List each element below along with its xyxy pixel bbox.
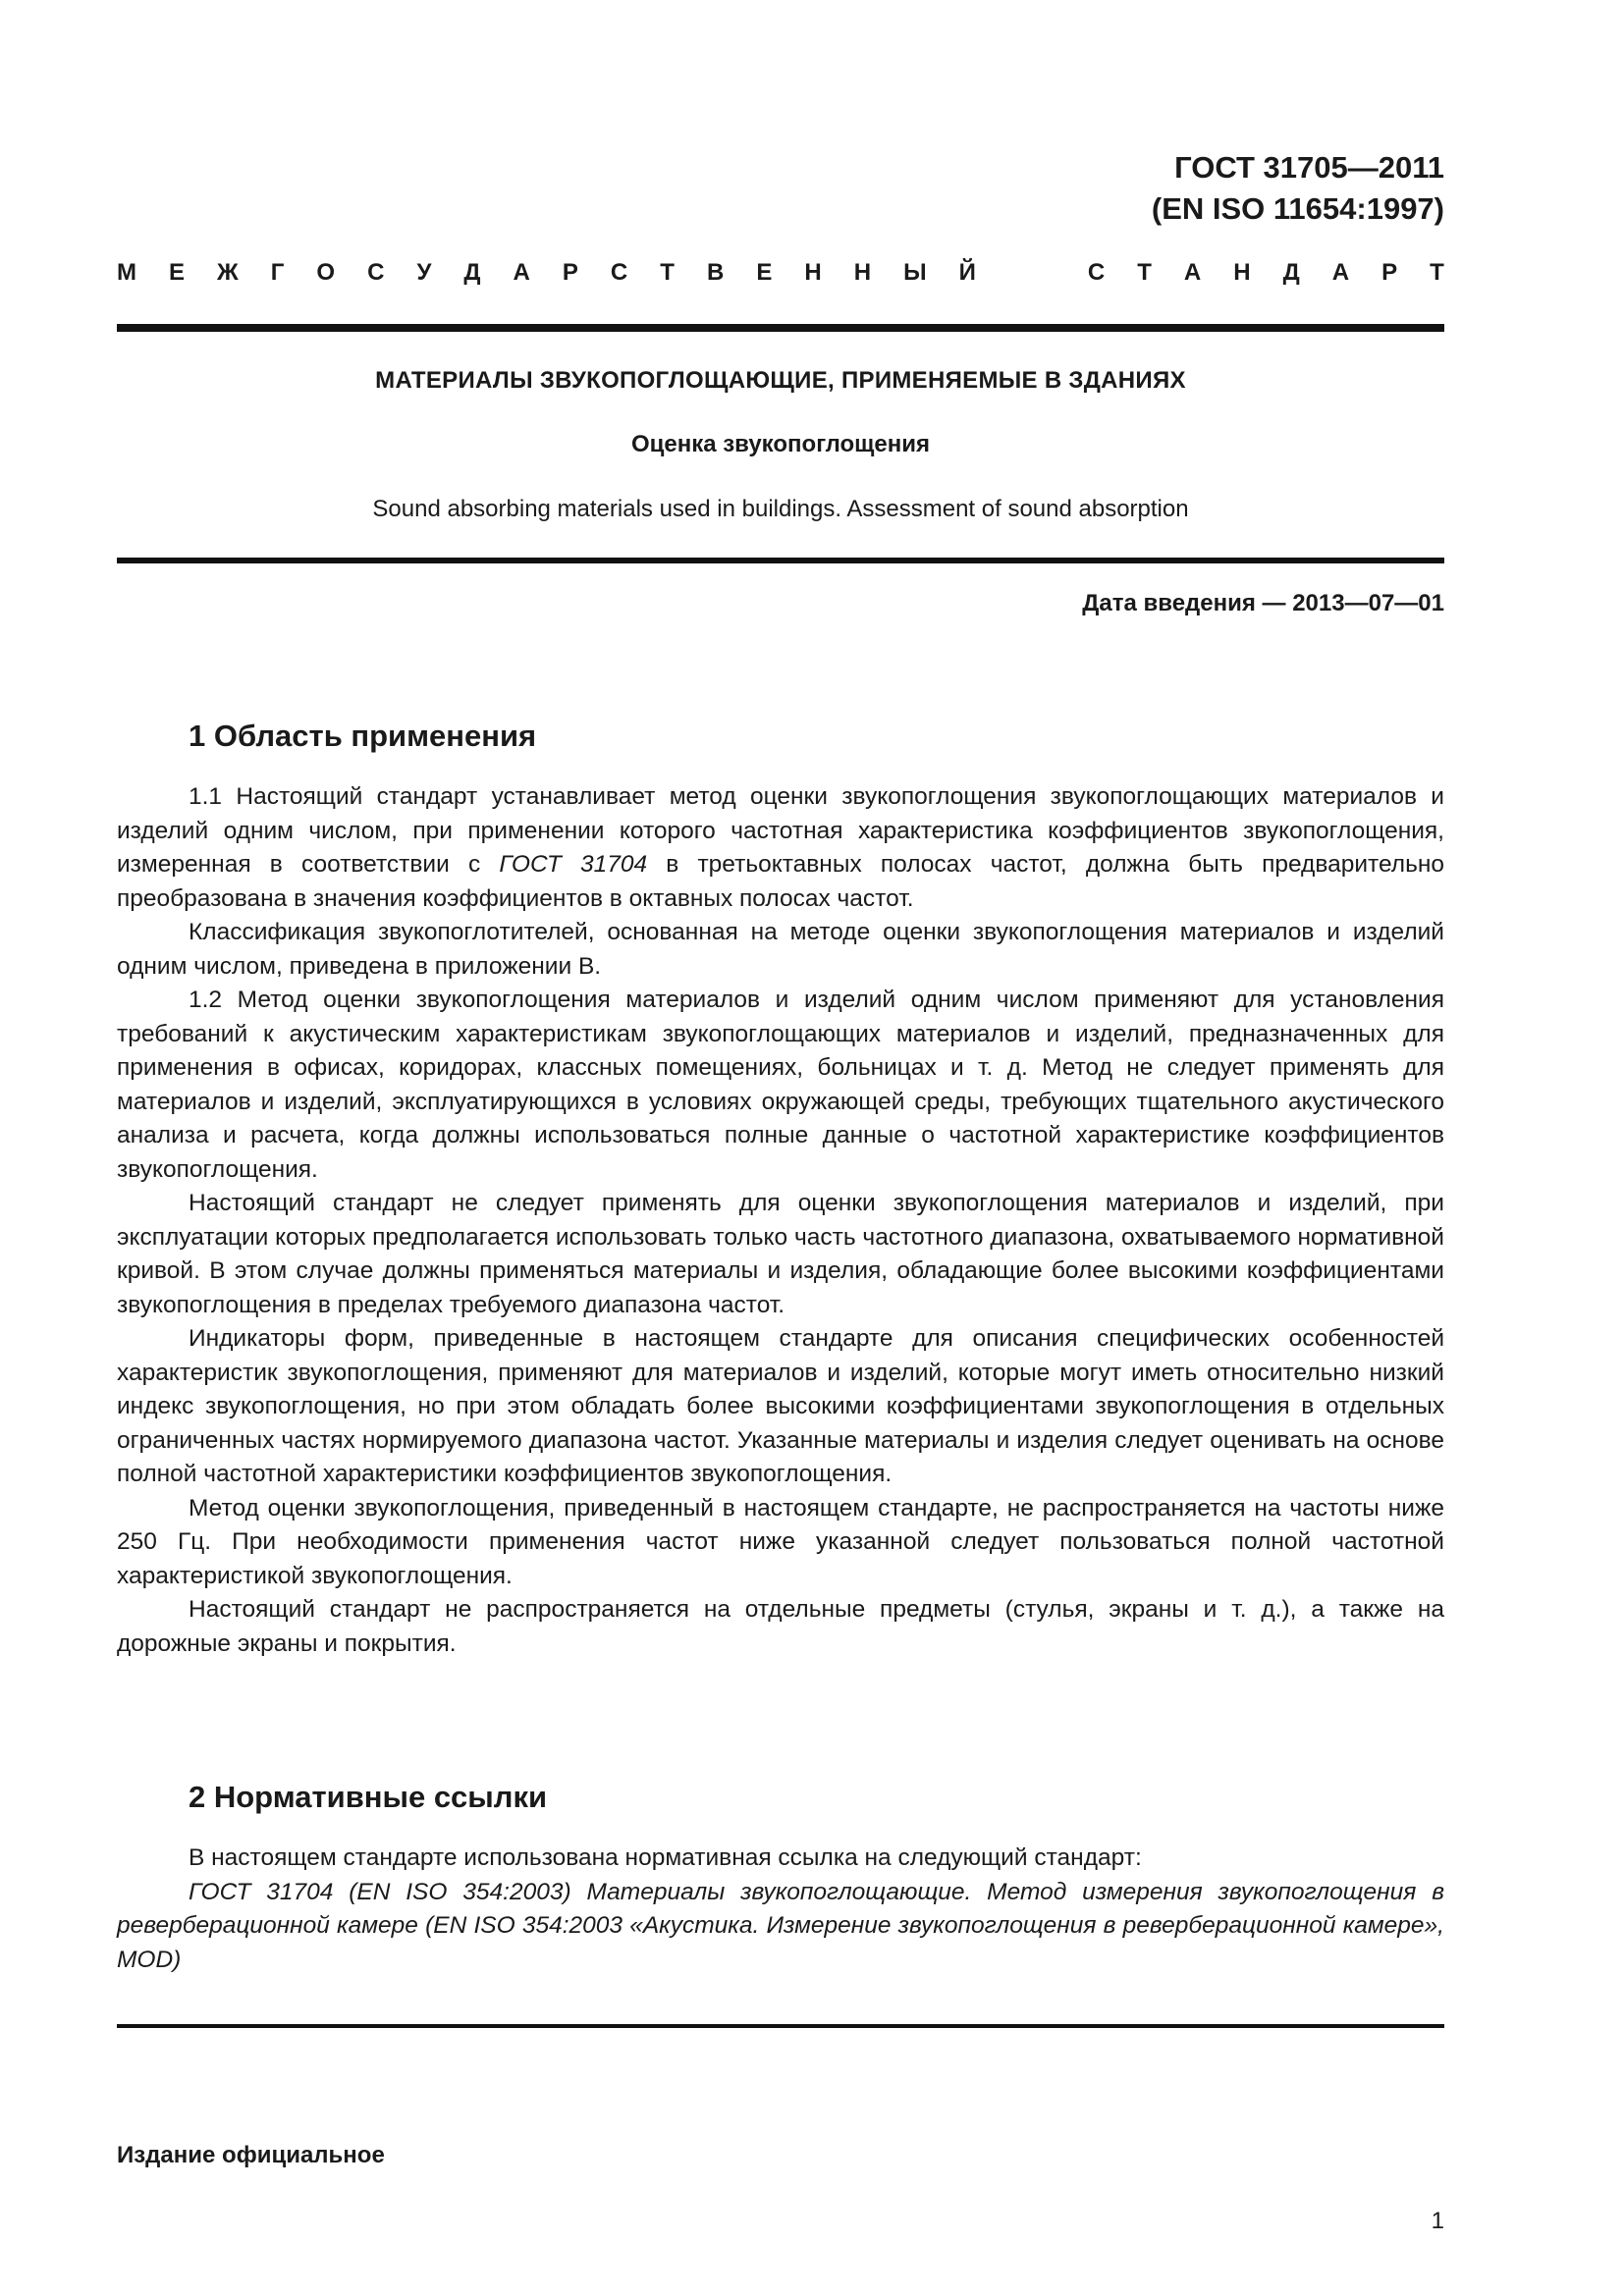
english-title: Sound absorbing materials used in buildings. Assessment of sound absorption [372, 496, 1189, 522]
letter: С [610, 259, 628, 286]
page-number: 1 [1431, 2208, 1444, 2234]
letter: А [513, 259, 530, 286]
interstate-standard-heading [117, 257, 1444, 289]
letter: А [1331, 259, 1350, 286]
letter: В [706, 259, 725, 286]
header-divider [117, 324, 1444, 332]
paragraph: 1.2 Метод оценки звукопоглощения материалов и изделий одним числом применяют для установления требований к акустическим характеристикам звукопоглощающих материалов и изделий, предназначенных для применения в офисах, коридорах, классных помещениях, больницах и т. д. Метод не следует применять для материалов и изделий, эксплуатирующихся в условиях окружающей среды, требующих тщательного акустического анализа и расчета, когда должны использоваться полные данные о частотной характеристике коэффициентов звукопоглощения. [117, 987, 1444, 1183]
gost-reference: ГОСТ 31704 [499, 851, 648, 878]
letter: Т [1137, 259, 1152, 286]
document-title: МАТЕРИАЛЫ ЗВУКОПОГЛОЩАЮЩИЕ, ПРИМЕНЯЕМЫЕ В ЗДАНИЯХ [375, 367, 1186, 394]
paragraph: В настоящем стандарте использована нормативная ссылка на следующий стандарт: [189, 1844, 1142, 1871]
section-2-body [117, 1842, 1444, 1977]
letter: Д [463, 259, 481, 286]
letter: Ы [903, 259, 927, 286]
letter: Р [1381, 259, 1398, 286]
letter: С [1087, 259, 1106, 286]
word-gap [1008, 257, 1056, 289]
letter: Ж [217, 259, 239, 286]
letter: Е [756, 259, 773, 286]
gost-code: ГОСТ 31705—2011 [1174, 150, 1444, 185]
letter: Т [1430, 259, 1444, 286]
letter: Н [804, 259, 822, 286]
letter: Т [660, 259, 675, 286]
letter: У [416, 259, 432, 286]
paragraph: Настоящий стандарт не следует применять для оценки звукопоглощения материалов и изделий, при эксплуатации которых предполагается использовать только часть частотного диапазона, охватываемого нормативной кривой. В этом случае должны применяться материалы и изделия, обладающие более высокими коэффициентами звукопоглощения в пределах требуемого диапазона частот. [117, 1190, 1444, 1318]
letter: Д [1282, 259, 1300, 286]
document-subtitle: Оценка звукопоглощения [630, 431, 931, 457]
section-1-heading: 1 Область применения [189, 719, 537, 753]
paragraph: Настоящий стандарт не распространяется на отдельные предметы (стулья, экраны и т. д.), а также на дорожные экраны и покрытия. [117, 1596, 1444, 1657]
section-1-body [117, 780, 1444, 1661]
normative-reference: ГОСТ 31704 (EN ISO 354:2003) Материалы звукопоглощающие. Метод измерения звукопоглощения в реверберационной камере (EN ISO 354:2003 «Акустика. Измерение звукопоглощения в реверберационной камере», MOD) [117, 1878, 1444, 1973]
letter: М [117, 259, 136, 286]
standard-designation [1152, 147, 1444, 230]
letter: Е [169, 259, 186, 286]
letter: Н [853, 259, 872, 286]
official-edition-label: Издание официальное [117, 2142, 385, 2168]
letter: С [367, 259, 385, 286]
section-2-heading: 2 Нормативные ссылки [189, 1780, 548, 1814]
letter: Г [270, 259, 285, 286]
paragraph: Классификация звукопоглотителей, основанная на методе оценки звукопоглощения материалов и изделий одним числом, приведена в приложении В. [117, 919, 1444, 980]
paragraph: 1.1 Настоящий стандарт устанавливает метод оценки звукопоглощения звукопоглощающих материалов и изделий одним числом, при применении которого частотная характеристика коэффициентов звукопоглощения, измеренная в соответствии с ГОСТ 31704 в третьоктавных полосах частот, должна быть предварительно преобразована в значения коэффициентов в октавных полосах частот. [117, 783, 1444, 912]
letter: А [1183, 259, 1202, 286]
letter: Й [958, 259, 976, 286]
paragraph: Метод оценки звукопоглощения, приведенный в настоящем стандарте, не распространяется на частоты ниже 250 Гц. При необходимости применения частот ниже указанной следует пользоваться полной частотной характеристикой звукопоглощения. [117, 1494, 1444, 1589]
introduction-date: Дата введения — 2013—07—01 [1082, 590, 1444, 616]
letter: О [316, 259, 336, 286]
en-iso-code: (EN ISO 11654:1997) [1151, 191, 1444, 226]
paragraph: Индикаторы форм, приведенные в настоящем стандарте для описания специфических особенностей характеристик звукопоглощения, применяют для материалов и изделий, которые могут иметь относительно низкий индекс звукопоглощения, но при этом обладать более высокими коэффициентами звукопоглощения в отдельных ограниченных частях нормируемого диапазона частот. Указанные материалы и изделия следует оценивать на основе полной частотной характеристики коэффициентов звукопоглощения. [117, 1325, 1444, 1487]
letter: Н [1233, 259, 1251, 286]
title-divider [117, 558, 1444, 563]
letter: Р [562, 259, 578, 286]
footer-divider [117, 2024, 1444, 2028]
